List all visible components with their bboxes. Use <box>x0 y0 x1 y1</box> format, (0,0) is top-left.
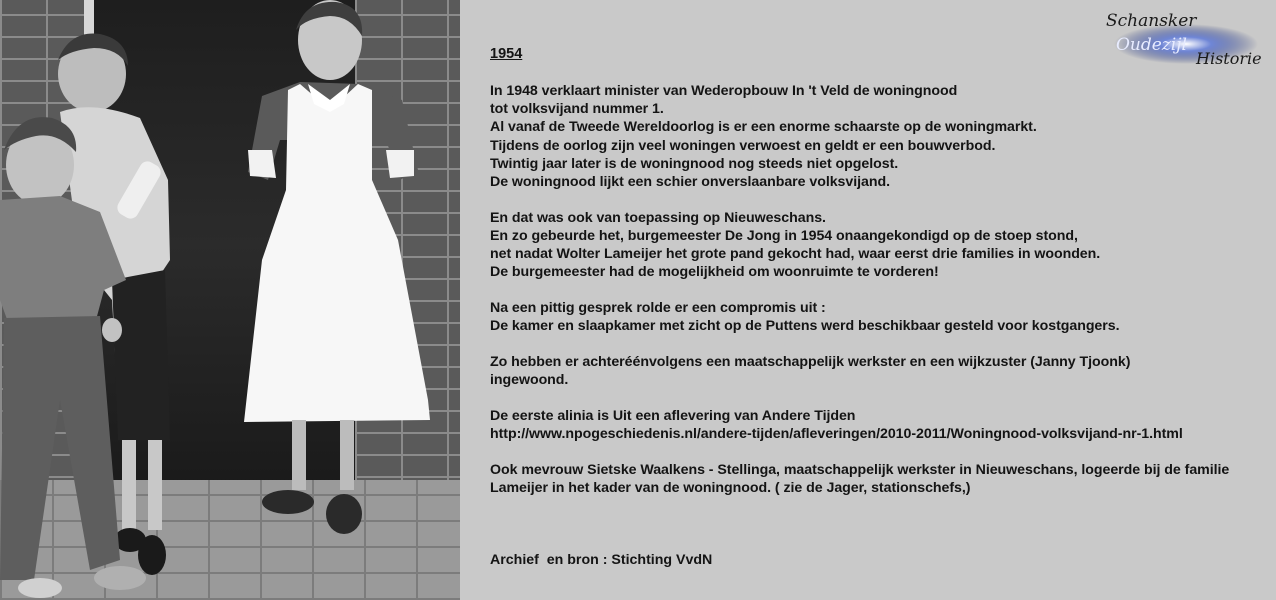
text-line: Na een pittig gesprek rolde er een compromis uit : <box>490 300 826 317</box>
people-figures <box>0 0 460 600</box>
text-line: Tijdens de oorlog zijn veel woningen verwoest en geldt er een bouwverbod. <box>490 137 996 154</box>
paragraph-waalkens <box>490 461 1270 497</box>
document-body <box>490 82 1270 515</box>
schansker-oudezijl-historie-logo <box>1100 4 1272 72</box>
svg-text:Oudezijl: Oudezijl <box>1116 35 1187 55</box>
text-line: net nadat Wolter Lameijer het grote pand gekocht had, waar eerst drie families in woonden. <box>490 246 1101 263</box>
paragraph-woningnood <box>490 82 1270 191</box>
source-url: http://www.npogeschiedenis.nl/andere-tijden/afleveringen/2010-2011/Woningnood-volksvijand-nr-1.html <box>490 426 1183 443</box>
nurse-figure <box>244 0 430 534</box>
text-line: ingewoond. <box>490 372 569 389</box>
text-line: De woningnood lijkt een schier onverslaanbare volksvijand. <box>490 174 890 191</box>
archive-source-footer: Archief en bron : Stichting VvdN <box>490 552 713 568</box>
text-line: Al vanaf de Tweede Wereldoorlog is er een enorme schaarste op de woningmarkt. <box>490 119 1037 136</box>
text-line: tot volksvijand nummer 1. <box>490 101 664 118</box>
paragraph-compromis <box>490 299 1270 335</box>
svg-text:Historie: Historie <box>1196 49 1262 68</box>
historic-photo <box>0 0 460 600</box>
text-line: En dat was ook van toepassing op Nieuweschans. <box>490 209 826 226</box>
text-line: En zo gebeurde het, burgemeester De Jong in 1954 onaangekondigd op de stoep stond, <box>490 227 1078 244</box>
text-line: De burgemeester had de mogelijkheid om woonruimte te vorderen! <box>490 264 939 281</box>
text-line: In 1948 verklaart minister van Wederopbouw In 't Veld de woningnood <box>490 83 958 99</box>
document-year-heading: 1954 <box>490 46 523 62</box>
paragraph-nieuweschans <box>490 209 1270 282</box>
paragraph-bewoners <box>490 353 1270 389</box>
paragraph-bron <box>490 407 1270 443</box>
text-line: Zo hebben er achteréénvolgens een maatschappelijk werkster en een wijkzuster (Janny Tjoonk) <box>490 353 1131 370</box>
text-line: Ook mevrouw Sietske Waalkens - Stellinga, maatschappelijk werkster in Nieuweschans, logeerde bij de familie <box>490 461 1230 478</box>
text-line: Lameijer in het kader van de woningnood. ( zie de Jager, stationschefs,) <box>490 479 971 496</box>
svg-text:Schansker: Schansker <box>1106 11 1197 31</box>
text-line: De kamer en slaapkamer met zicht op de Puttens werd beschikbaar gesteld voor kostgangers. <box>490 318 1120 335</box>
text-line: Twintig jaar later is de woningnood nog steeds niet opgelost. <box>490 155 899 172</box>
text-line: De eerste alinia is Uit een aflevering van Andere Tijden <box>490 407 856 424</box>
